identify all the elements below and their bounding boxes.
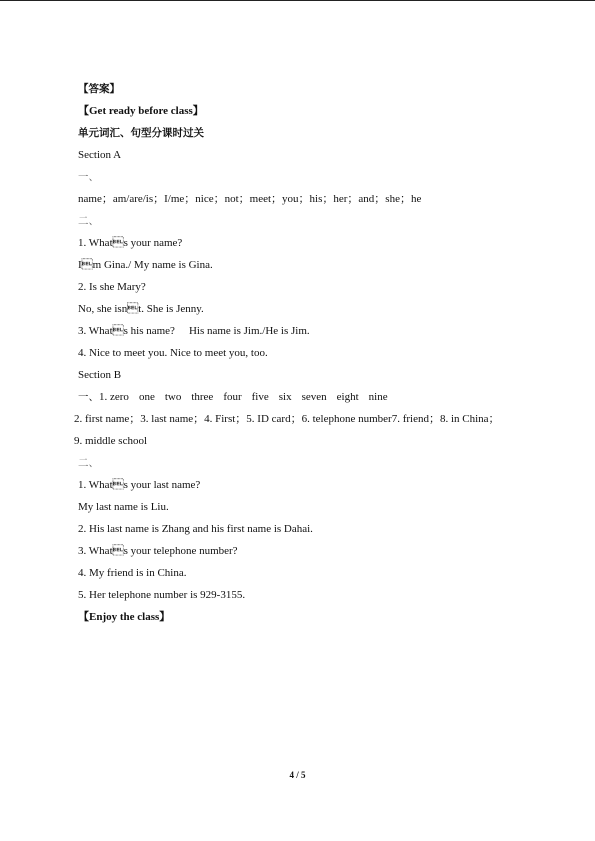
number-word: one [138,391,155,403]
enjoy-heading: 【Enjoy the class】 [78,611,171,623]
number-word: 1. zero [99,391,129,403]
answer-line: 2. His last name is Zhang and his first name is Dahai. [78,523,313,535]
section-a-part1-text: name；am/are/is；I/me；nice；not；meet；you；his；her；and；she；he [78,193,422,205]
answer-line: 3. Whats your telephone number? [78,545,238,557]
number-word: six [278,391,292,403]
answer-content [74,78,548,628]
section-a-part1-label: 一、 [78,171,99,183]
get-ready-heading: 【Get ready before class】 [78,105,204,117]
section-b-line3: 9. middle school [74,435,148,447]
page-number: 4 / 5 [289,770,306,780]
number-word: five [251,391,269,403]
section-b-title: Section B [78,369,122,381]
number-word: nine [368,391,388,403]
answer-line: 4. My friend is in China. [78,567,187,579]
answer-line: No, she isnt. She is Jenny. [78,303,204,315]
section-b-part2-label: 二、 [78,457,99,469]
number-word: three [191,391,214,403]
number-word: two [164,391,182,403]
subtitle: 单元词汇、句型分课时过关 [78,127,204,139]
answer-line: 2. Is she Mary? [78,281,146,293]
answer-line: 5. Her telephone number is 929-3155. [78,589,246,601]
answer-line: 1. Whats your last name? [78,479,201,491]
top-rule [0,0,595,1]
number-word: four [223,391,242,403]
answer-line: Im Gina./ My name is Gina. [78,259,213,271]
section-b-numbers-line [78,386,548,408]
answer-line [78,320,548,342]
question-text: 3. Whats his name? [78,325,175,337]
answer-line: My last name is Liu. [78,501,169,513]
section-a-part2-label: 二、 [78,215,99,227]
number-word: eight [336,391,359,403]
section-a-title: Section A [78,149,122,161]
number-list [99,386,398,408]
answer-line: 4. Nice to meet you. Nice to meet you, too. [78,347,268,359]
answer-line: 1. Whats your name? [78,237,183,249]
answer-text: His name is Jim./He is Jim. [188,325,310,337]
section-b-line2: 2. first name；3. last name；4. First；5. ID card；6. telephone number7. friend；8. in China； [74,413,500,425]
number-word: seven [301,391,327,403]
section-b-part1-label: 一、 [78,391,99,403]
answers-heading: 【答案】 [78,83,120,95]
